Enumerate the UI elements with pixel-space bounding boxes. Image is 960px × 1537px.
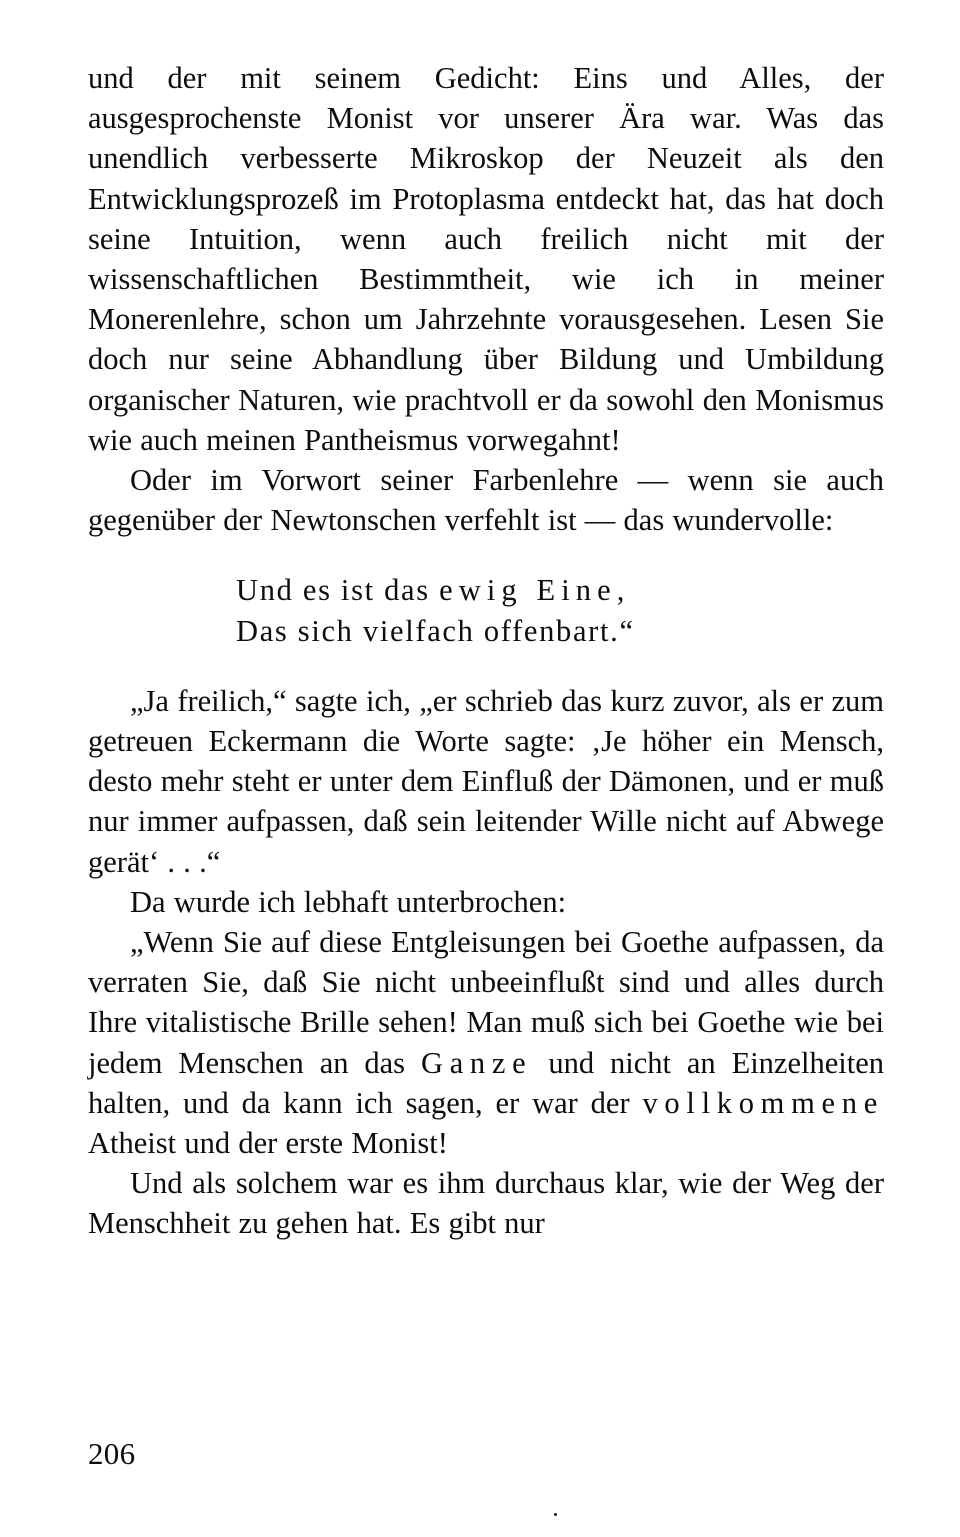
- paragraph-5: [88, 922, 884, 1163]
- paragraph-3: „Ja freilich,“ sagte ich, „er schrieb das kurz zuvor, als er zum getreuen Eckermann die Worte sagte: ‚Je höher ein Mensch, desto mehr steht er unter dem Einfluß der Dämonen, und er muß nur immer aufpassen, daß sein leitender Wille nicht auf Abwege gerät‘ . . .“: [88, 683, 884, 879]
- verse-line-2: Das sich vielfach offenbart.“: [236, 613, 635, 648]
- paragraph-1: und der mit seinem Gedicht: Eins und Alles, der ausgesprochenste Monist vor unserer Ära war. Was das unendlich verbesserte Mikroskop der Neuzeit als den Entwicklungsprozeß im Protoplasma entdeckt hat, das hat doch seine Intuition, wenn auch freilich nicht mit der wissenschaftlichen Bestimmtheit, wie ich in meiner Monerenlehre, schon um Jahrzehnte vorausgesehen. Lesen Sie doch nur seine Abhandlung über Bildung und Umbildung organischer Naturen, wie prachtvoll er da sowohl den Monismus wie auch meinen Pantheismus vorwegahnt!: [88, 61, 884, 457]
- paragraph-6: Und als solchem war es ihm durchaus klar, wie der Weg der Menschheit zu gehen hat. Es gibt nur: [88, 1166, 884, 1241]
- paragraph-5-segment-2: und nicht an Einzelheiten halten, und da kann ich sagen, er war der: [88, 1045, 884, 1120]
- verse-spacer-bottom: [88, 651, 884, 681]
- paragraph-5-emphasis-vollkommene: vollkommene: [642, 1085, 884, 1120]
- paragraph-5-segment-3: Atheist und der erste Monist!: [88, 1126, 448, 1161]
- verse-quotation: [88, 570, 884, 650]
- verse-spacer-top: [88, 540, 884, 570]
- paragraph-5-segment-1: „Wenn Sie auf diese Entgleisungen bei Goethe aufpassen, da verraten Sie, daß Sie nicht unbeeinflußt sind und alles durch Ihre vitalistische Brille sehen! Man muß sich bei Goethe wie bei jedem Menschen an das: [88, 925, 884, 1080]
- paragraph-4: Da wurde ich lebhaft unterbrochen:: [130, 884, 567, 919]
- verse-line-1-prefix: Und es ist das: [236, 573, 440, 608]
- verse-line-1: [236, 570, 884, 610]
- page-text-block: [88, 58, 884, 1244]
- page-number: 206: [88, 1436, 136, 1471]
- verse-line-1-suffix: ,: [616, 573, 627, 608]
- verse-line-1-emphasis: ewig Eine: [439, 573, 617, 608]
- paragraph-2: Oder im Vorwort seiner Farbenlehre — wenn sie auch gegenüber der Newtonschen verfehlt ist — das wundervolle:: [88, 463, 884, 538]
- paragraph-5-emphasis-ganze: Ganze: [420, 1045, 533, 1080]
- scan-artifact-speck: [554, 1513, 557, 1516]
